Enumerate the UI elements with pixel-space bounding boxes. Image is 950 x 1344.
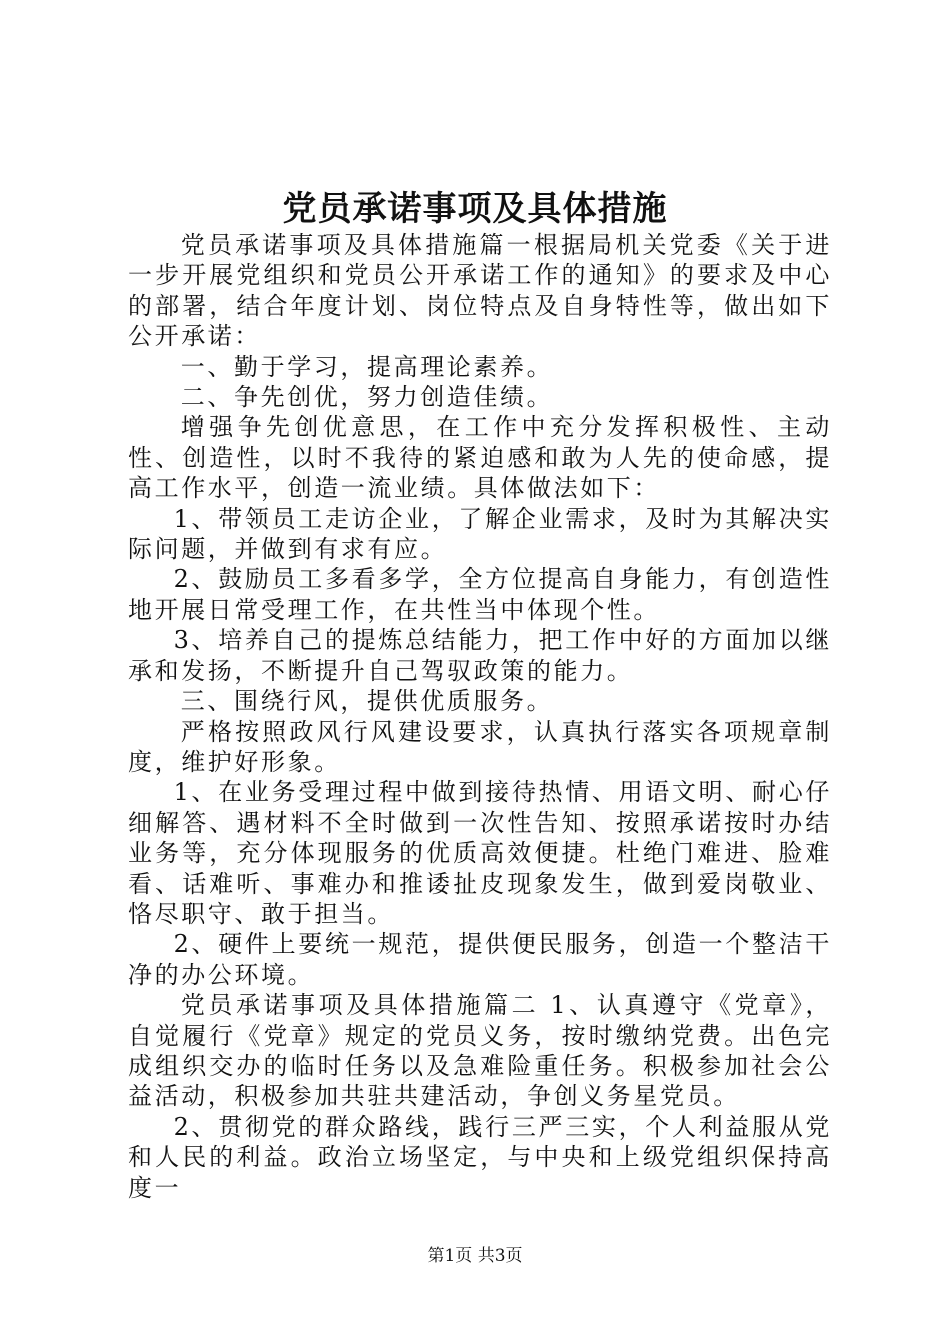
document-body xyxy=(128,230,832,1203)
list-item-3-2: 2、硬件上要统一规范，提供便民服务，创造一个整洁干净的办公环境。 xyxy=(128,930,832,989)
paragraph-item-3-detail: 严格按照政风行风建设要求，认真执行落实各项规章制度，维护好形象。 xyxy=(128,717,832,776)
heading-item-3: 三、围绕行风，提供优质服务。 xyxy=(180,687,554,716)
list-item-3-1: 1、在业务受理过程中做到接待热情、用语文明、耐心仔细解答、遇材料不全时做到一次性告知、按照承诺按时办结业务等，充分体现服务的优质高效便捷。杜绝门难进、脸难看、话难听、事难办和推诿扯皮现象发生，做到爱岗敬业、恪尽职守、敢于担当。 xyxy=(128,778,832,928)
page-number-footer: 第1页 共3页 xyxy=(427,1246,523,1266)
list-item-2-1: 1、带领员工走访企业，了解企业需求，及时为其解决实际问题，并做到有求有应。 xyxy=(128,504,832,564)
heading-item-2: 二、争先创优，努力创造佳绩。 xyxy=(180,383,554,412)
document-title: 党员承诺事项及具体措施 xyxy=(282,189,668,229)
list-item-2-2: 2、鼓励员工多看多学，全方位提高自身能力，有创造性地开展日常受理工作，在共性当中体现个性。 xyxy=(128,565,832,624)
heading-item-1: 一、勤于学习，提高理论素养。 xyxy=(180,352,554,381)
paragraph-item-2-detail: 增强争先创优意思，在工作中充分发挥积极性、主动性、创造性，以时不我待的紧迫感和敢为人先的使命感，提高工作水平，创造一流业绩。具体做法如下： xyxy=(128,413,832,503)
paragraph-part-two: 党员承诺事项及具体措施篇二 1、认真遵守《党章》，自觉履行《党章》规定的党员义务，按时缴纳党费。出色完成组织交办的临时任务以及急难险重任务。积极参加社会公益活动，积极参加共驻共建活动，争创义务星党员。 xyxy=(128,991,832,1111)
paragraph-intro: 党员承诺事项及具体措施篇一根据局机关党委《关于进一步开展党组织和党员公开承诺工作的通知》的要求及中心的部署，结合年度计划、岗位特点及自身特性等，做出如下公开承诺： xyxy=(128,231,832,351)
list-item-part-two-2: 2、贯彻党的群众路线，践行三严三实，个人利益服从党和人民的利益。政治立场坚定，与中央和上级党组织保持高度一 xyxy=(128,1112,832,1202)
list-item-2-3: 3、培养自己的提炼总结能力，把工作中好的方面加以继承和发扬，不断提升自己驾驭政策的能力。 xyxy=(128,626,832,685)
